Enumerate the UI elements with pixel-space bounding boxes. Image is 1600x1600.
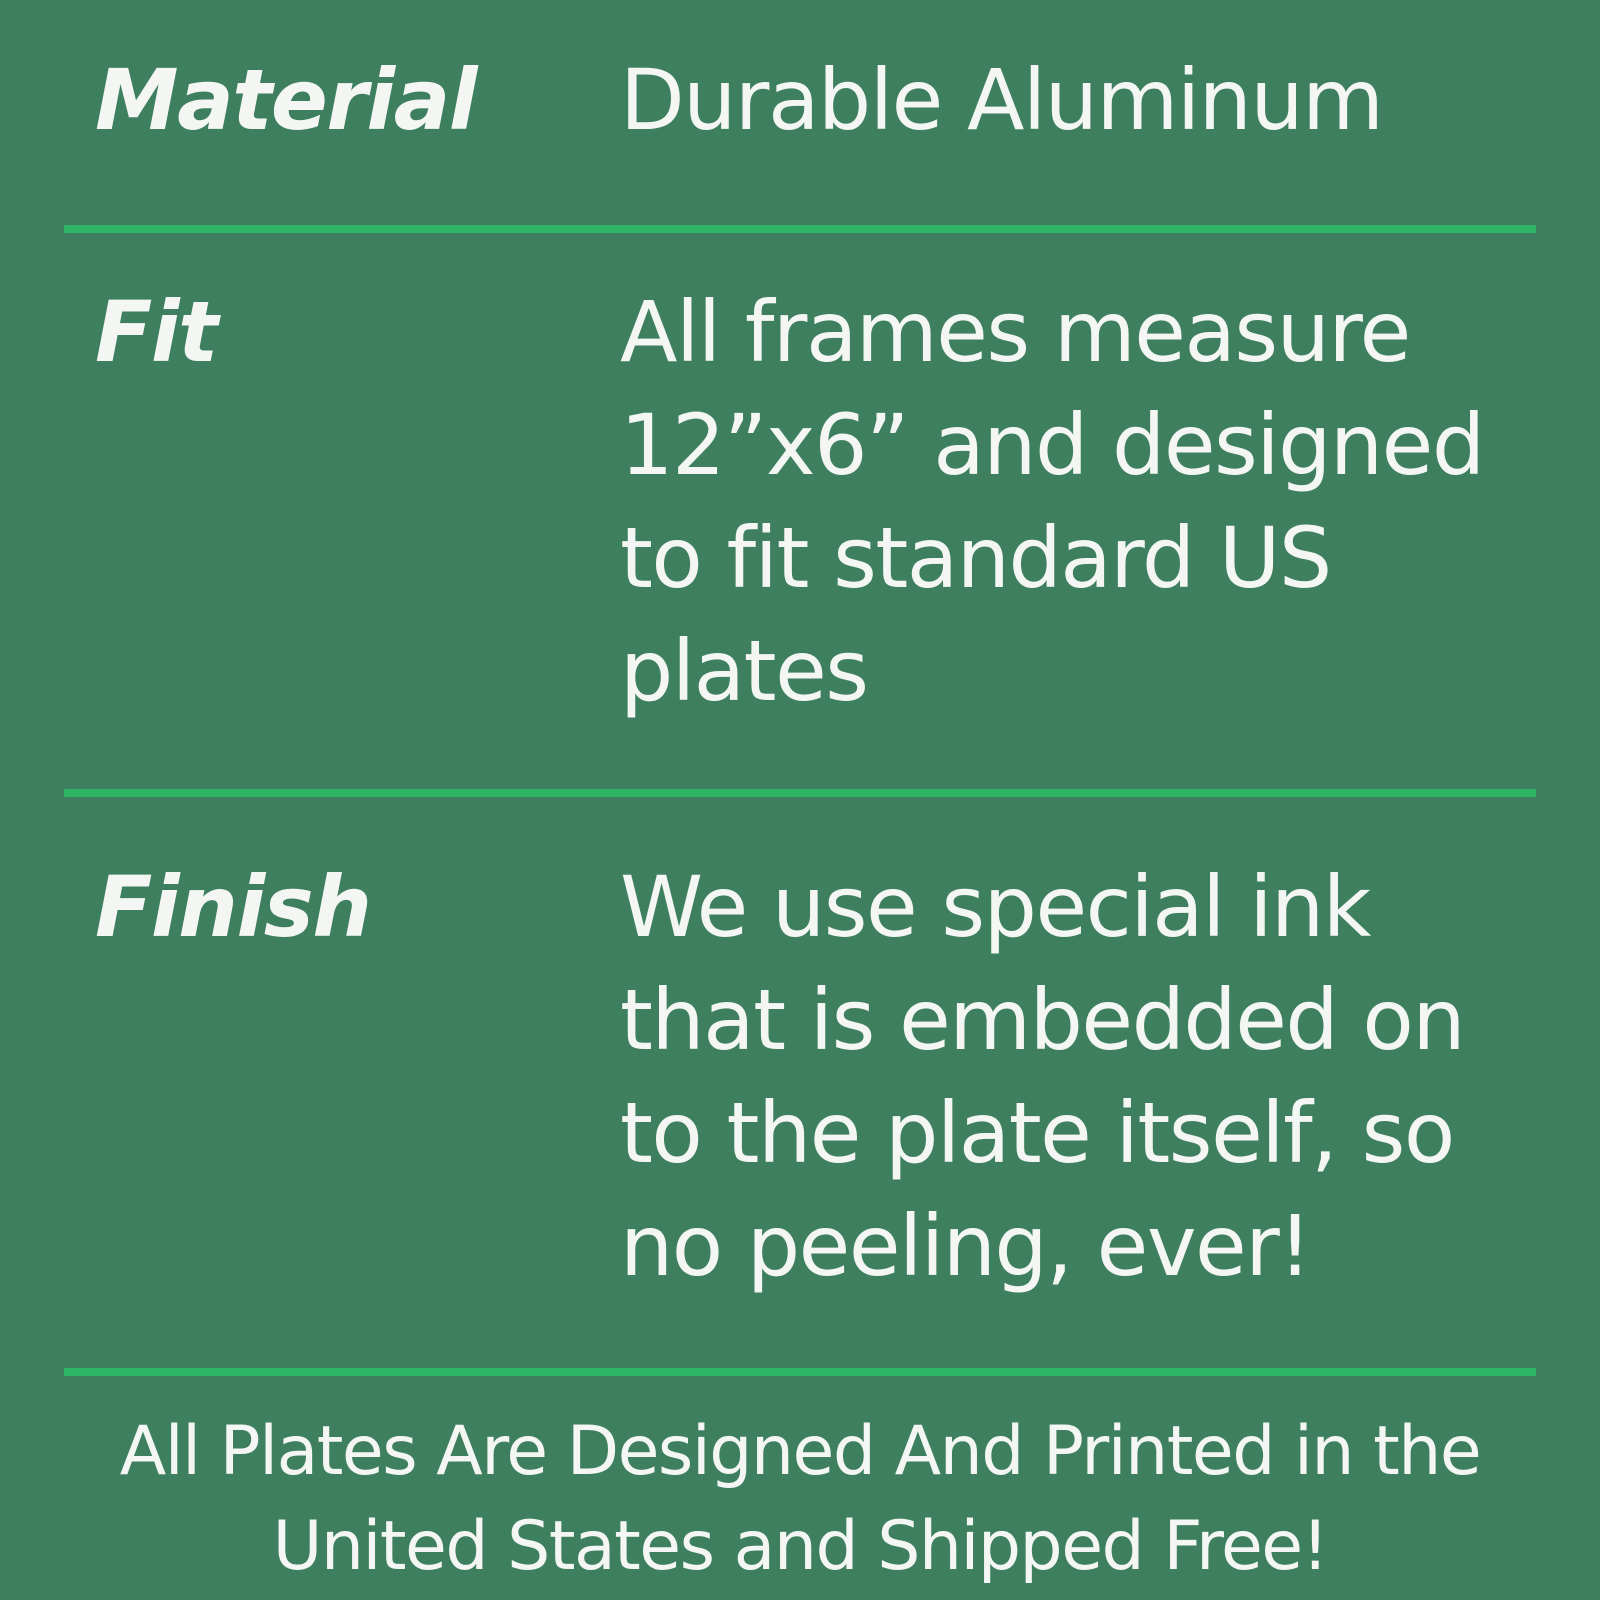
material-value: [620, 44, 1560, 157]
fit-value-line-1: All frames measure: [620, 283, 1410, 381]
divider-line-2: [64, 789, 1536, 797]
divider-line-3: [64, 1368, 1536, 1376]
fit-value-line-3: to fit standard US: [620, 509, 1331, 607]
spec-row-fit: [0, 233, 1600, 789]
finish-value: [620, 851, 1560, 1303]
material-value-line: Durable Aluminum: [620, 51, 1383, 149]
footer-note: [0, 1376, 1600, 1594]
fit-label: Fit: [95, 283, 217, 381]
fit-value-line-4: plates: [620, 622, 868, 720]
spec-row-material: [0, 0, 1600, 225]
footer-note-line-2: United States and Shipped Free!: [272, 1507, 1328, 1586]
spec-row-finish: [0, 797, 1600, 1368]
divider-line-1: [64, 225, 1536, 233]
finish-value-line-3: to the plate itself, so: [620, 1084, 1454, 1182]
fit-value: [620, 276, 1560, 728]
finish-label: Finish: [95, 858, 371, 956]
footer-note-line-1: All Plates Are Designed And Printed in the: [119, 1412, 1481, 1491]
finish-value-line-1: We use special ink: [620, 858, 1370, 956]
material-label: Material: [95, 51, 477, 149]
finish-value-line-4: no peeling, ever!: [620, 1197, 1311, 1295]
fit-value-line-2: 12”x6” and designed: [620, 396, 1484, 494]
finish-value-line-2: that is embedded on: [620, 971, 1465, 1069]
